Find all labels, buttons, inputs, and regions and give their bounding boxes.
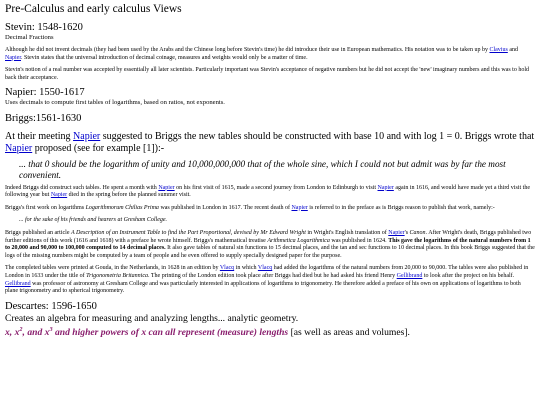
text-span: in Wright's English translation of xyxy=(305,229,389,236)
text-span: . After Wright's death, Briggs published two further editions of this work (1616 and 1618) with a preface he wrote himself. Briggs's mathematical treatise xyxy=(5,229,532,244)
text-span: , and x xyxy=(22,327,50,339)
text-span: and higher powers of x can all represent (measure) lengths xyxy=(52,327,289,339)
link-napier[interactable]: Napier xyxy=(73,131,101,143)
link-gellibrand[interactable]: Gellibrand xyxy=(5,280,31,287)
text-span: . Stevin states that the universal introduction of decimal coinage, measures and weights would only be a matter of time. xyxy=(21,54,308,61)
text-span: At their meeting xyxy=(5,131,74,143)
book-title: Trigonometria Britannica xyxy=(86,272,148,279)
descartes-line-1: Creates an algebra for measuring and analyzing lengths... analytic geometry. xyxy=(5,312,299,324)
link-vlacq[interactable]: Vlacq xyxy=(219,265,235,272)
briggs-quote-2: ... for the sake of his friends and hearers at Gresham College. xyxy=(19,217,168,224)
text-span: proposed (see for example [1]):- xyxy=(32,142,165,154)
link-napier[interactable]: Napier xyxy=(50,192,68,199)
napier-text: Uses decimals to compute first tables of logarithms, based on ratios, not exponents. xyxy=(5,99,225,107)
link-clavius[interactable]: Clavius xyxy=(489,47,508,53)
text-span: died in the spring before the planned summer visit. xyxy=(67,192,191,199)
page-title: Pre-Calculus and early calculus Views xyxy=(5,3,182,15)
text-span: to look after the project on his behalf. xyxy=(422,272,515,279)
text-span: 's xyxy=(404,229,410,236)
article-title: A Description of an Instrument Table to find the Part Proportional, devised by Mr Edward Wright xyxy=(71,229,306,236)
descartes-heading: Descartes: 1596-1650 xyxy=(5,300,97,312)
briggs-heading: Briggs:1561-1630 xyxy=(5,113,82,125)
superscript: 3 xyxy=(49,326,53,334)
link-vlacq[interactable]: Vlacq xyxy=(257,265,273,272)
text-span: Indeed Briggs did construct such tables. He spent a month with xyxy=(5,184,159,191)
book-title: Logarithmorum Chilias Prima xyxy=(85,204,159,211)
powers-statement xyxy=(5,327,288,338)
link-napier[interactable]: Napier xyxy=(291,204,308,211)
stevin-heading: Stevin: 1548-1620 xyxy=(5,22,83,33)
link-gellibrand[interactable]: Gellibrand xyxy=(396,272,423,279)
briggs-paragraph-4 xyxy=(5,265,535,295)
superscript: 2 xyxy=(19,326,23,334)
briggs-paragraph-2 xyxy=(5,205,535,213)
text-span: had added the logarithms of the natural numbers from 20,000 to 90,000. The tables were also published in London in 1633 under the title of xyxy=(5,265,529,279)
text-span: Briggs's first work on logarithms xyxy=(5,204,86,211)
text-span: . The printing of the London edition took place after Briggs had died but he had asked his friend Henry xyxy=(148,272,397,279)
link-napier[interactable]: Napier xyxy=(5,142,33,154)
text-span: Briggs published an article xyxy=(5,229,71,236)
stevin-subheading: Decimal Fractions xyxy=(5,34,54,41)
book-title: Arithmetica Logarithmica xyxy=(267,237,330,244)
text-span: again in 1616, and would have made yet a third visit the following year but xyxy=(5,184,530,199)
text-span: It also gave tables of natural sin functions to 15 decimal places, and the tan and sec functions to 10 decimal places. In this book Briggs suggested that the logs of the missing numbers might be computed by a team of people and he even offered to supply specially designed paper for the purpose. xyxy=(5,245,535,259)
bold-statement: This gave the logarithms of the natural numbers from 1 to 20,000 and 90,000 to 100,000 computed to 14 decimal places. xyxy=(5,237,531,252)
text-span: is referred to in the preface as is Briggs reason to publish that work, namely:- xyxy=(307,204,495,211)
text-span: x, x xyxy=(5,327,20,339)
text-span: and xyxy=(507,47,518,53)
text-span: on his first visit of 1615, made a second journey from London to Edinburgh to visit xyxy=(174,184,378,191)
briggs-quote: ... that 0 should be the logarithm of unity and 10,000,000,000 that of the whole sine, which I could not but admit was by far the most convenient. xyxy=(19,158,506,180)
text-span: Although he did not invent decimals (they had been used by the Arabs and the Chinese long before Stevin's time) he did introduce their use in European mathematics. His notation was to be taken up by xyxy=(5,47,490,53)
descartes-line-2 xyxy=(5,324,535,339)
text-span: in which xyxy=(234,265,258,272)
briggs-paragraph-3 xyxy=(5,230,535,260)
text-span: was published in 1624. xyxy=(329,237,389,244)
stevin-paragraph-2: Stevin's notion of a real number was accepted by essentially all later scientists. Particularly important was Stevin's acceptance of negative numbers but he did not accept the 'new' imaginary numbers and this was to hold back their acceptance. xyxy=(5,67,530,81)
text-span: [as well as areas and volumes]. xyxy=(288,327,410,339)
briggs-lead xyxy=(5,131,535,154)
text-span: was professor of astronomy at Gresham College and was particularly interested in applications of logarithms to trigonometry. He therefore added a preface of his own on applications of logarithms to both plane trigonometry and to spherical trigonometry. xyxy=(5,280,521,295)
text-span: suggested to Briggs the new tables should be constructed with base 10 and with log 1 = 0. Briggs wrote that xyxy=(100,131,535,143)
link-napier[interactable]: Napier xyxy=(388,229,405,236)
napier-heading: Napier: 1550-1617 xyxy=(5,87,85,99)
briggs-paragraph-1 xyxy=(5,185,535,200)
link-napier[interactable]: Napier xyxy=(5,54,21,61)
link-napier[interactable]: Napier xyxy=(158,184,175,191)
link-napier[interactable]: Napier xyxy=(377,184,394,191)
text-span: was published in London in 1617. The recent death of xyxy=(158,204,292,211)
text-span: The completed tables were printed at Gouda, in the Netherlands, in 1628 in an edition by xyxy=(5,265,220,272)
stevin-paragraph-1 xyxy=(5,47,535,62)
book-title: Canon xyxy=(409,229,426,236)
